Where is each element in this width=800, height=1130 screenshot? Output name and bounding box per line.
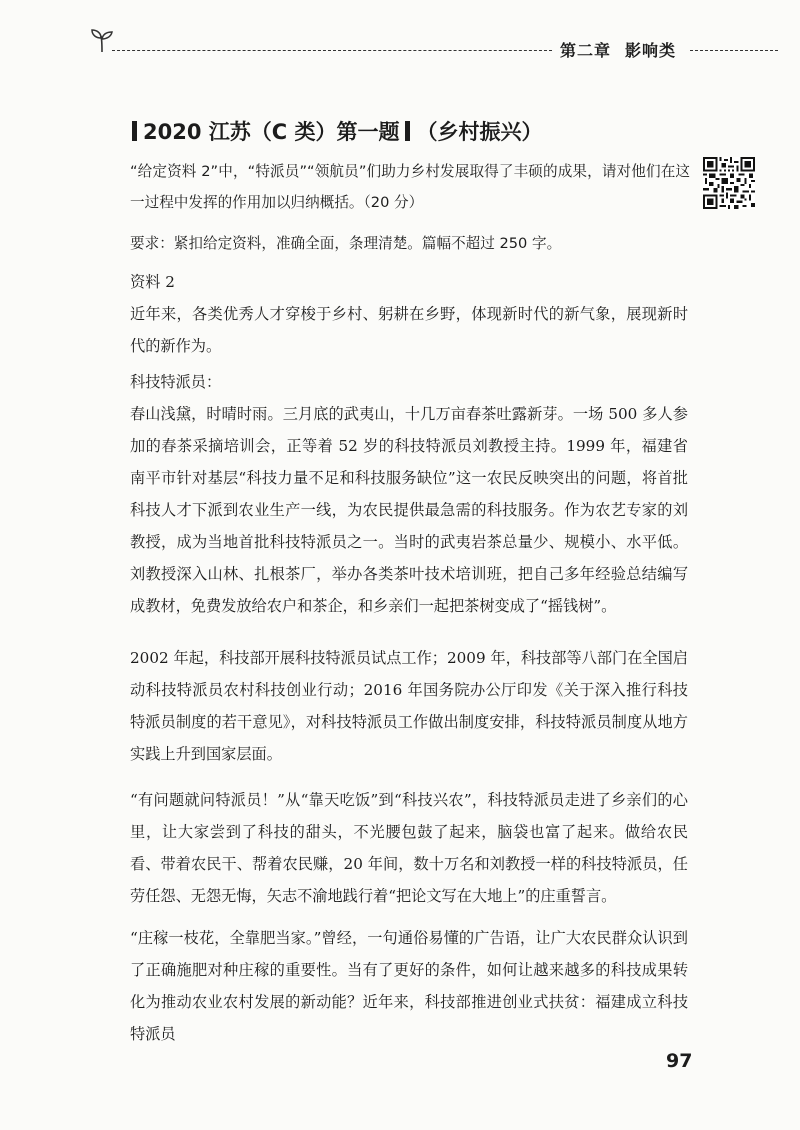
page-number: 97 (666, 1050, 693, 1072)
question-heading (126, 116, 542, 146)
header-rule-left (112, 50, 552, 51)
chapter-label: 第二章 (560, 41, 612, 60)
header-rule-right (690, 50, 778, 51)
question-text: “给定资料 2”中，“特派员”“领航员”们助力乡村发展取得了丰硕的成果，请对他们在这一过程中发挥的作用加以归纳概括。（20 分） (130, 163, 690, 211)
heading-main: 2020 江苏（C 类）第一题 (143, 120, 400, 144)
material-paragraph: 2002 年起，科技部开展科技特派员试点工作；2009 年，科技部等八部门在全国启动科技特派员农村科技创业行动；2016 年国务院办公厅印发《关于深入推行科技特派员制度的若干意见》，对科技特派员工作做出制度安排，科技特派员制度从地方实践上升到国家层面。 (130, 649, 688, 763)
heading-bar-left (132, 121, 137, 141)
section-label: 影响类 (625, 41, 677, 60)
material-paragraph: 春山浅黛，时晴时雨。三月底的武夷山，十几万亩春茶吐露新芽。一场 500 多人参加的春茶采摘培训会，正等着 52 岁的科技特派员刘教授主持。1999 年，福建省南平市针对基层“科技力量不足和科技服务缺位”这一农民反映突出的问题，将首批科技人才下派到农业生产一线，为农民提供最急需的科技服务。作为农艺专家的刘教授，成为当地首批科技特派员之一。当时的武夷岩茶总量少、规模小、水平低。刘教授深入山林、扎根茶厂，举办各类茶叶技术培训班，把自己多年经验总结编写成教材，免费发放给农户和茶企，和乡亲们一起把茶树变成了“摇钱树”。 (130, 405, 688, 615)
material-label: 资料 2 (130, 273, 175, 291)
material-paragraph: “有问题就问特派员！”从“靠天吃饭”到“科技兴农”，科技特派员走进了乡亲们的心里，让大家尝到了科技的甜头，不光腰包鼓了起来，脑袋也富了起来。做给农民看、带着农民干、帮着农民赚，20 年间，数十万名和刘教授一样的科技特派员，任劳任怨、无怨无悔，矢志不渝地践行着“把论文写在大地上”的庄重誓言。 (130, 791, 688, 905)
heading-bar-right (405, 121, 410, 141)
material-paragraph: “庄稼一枝花，全靠肥当家。”曾经，一句通俗易懂的广告语，让广大农民群众认识到了正确施肥对种庄稼的重要性。当有了更好的条件，如何让越来越多的科技成果转化为推动农业农村发展的新动能？近年来，科技部推进创业式扶贫：福建成立科技特派员 (130, 929, 688, 1043)
material-subheading: 科技特派员： (130, 373, 222, 391)
material-intro: 近年来，各类优秀人才穿梭于乡村、躬耕在乡野，体现新时代的新气象，展现新时代的新作为。 (130, 305, 688, 355)
running-header (560, 38, 676, 61)
heading-topic: （乡村振兴） (416, 120, 543, 144)
qr-code[interactable] (703, 157, 755, 209)
requirement-text: 要求：紧扣给定资料，准确全面，条理清楚。篇幅不超过 250 字。 (130, 235, 562, 252)
